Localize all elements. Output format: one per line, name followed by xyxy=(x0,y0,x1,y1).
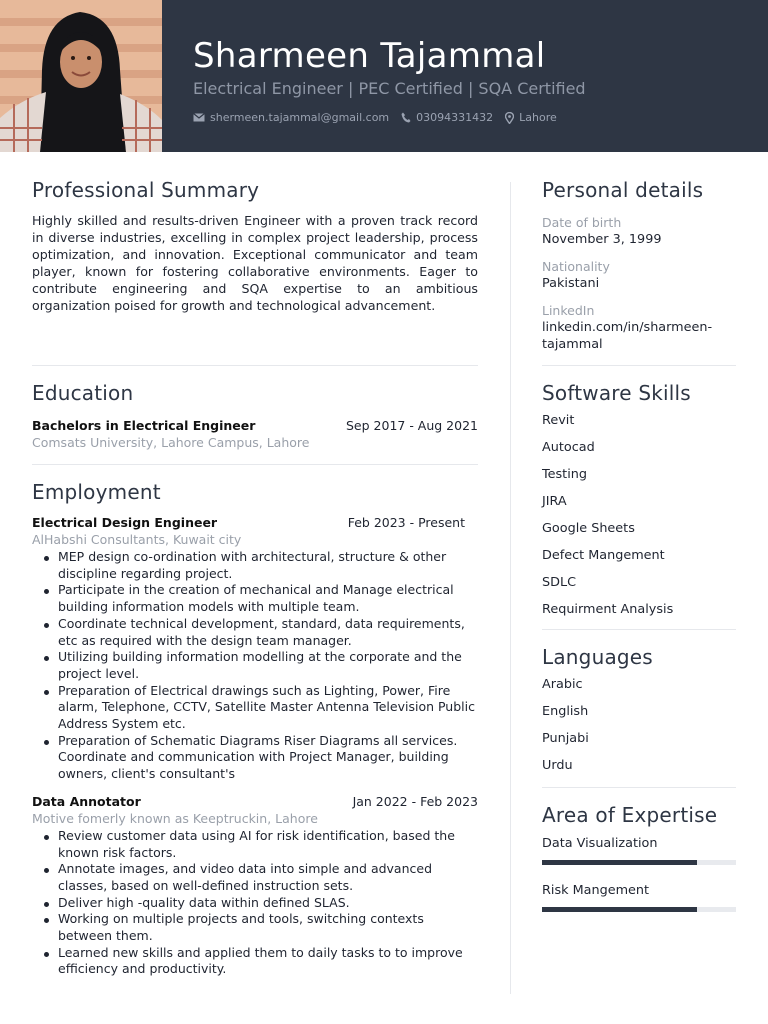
skill-item: Requirment Analysis xyxy=(542,602,674,617)
education-dates: Sep 2017 - Aug 2021 xyxy=(346,418,478,433)
location-pin-icon xyxy=(505,112,514,124)
language-item: English xyxy=(542,704,589,719)
professional-summary-section xyxy=(32,178,478,314)
expertise-section xyxy=(542,803,736,912)
skill-item: Testing xyxy=(542,467,587,482)
skill-item: JIRA xyxy=(542,494,567,509)
sidebar-column xyxy=(542,178,736,912)
location-text: Lahore xyxy=(519,111,557,124)
list-item: Preparation of Electrical drawings such as Lighting, Power, Fire alarm, Telephone, CCTV, Satellite Master Antenna Television Public Address System etc. xyxy=(32,683,478,733)
section-title: Personal details xyxy=(542,178,704,202)
expertise-item xyxy=(542,883,736,912)
personal-details-section xyxy=(542,178,736,353)
envelope-icon xyxy=(193,113,205,122)
list-item: Preparation of Schematic Diagrams Riser Diagrams all services. Coordinate and communication with Project Manager, building owners, client's consultant's xyxy=(32,733,478,783)
job-role: Electrical Design Engineer xyxy=(32,515,218,530)
expertise-level-bar xyxy=(542,907,736,912)
field-label: Date of birth xyxy=(542,215,622,230)
section-divider xyxy=(32,464,478,465)
profile-photo xyxy=(0,0,162,152)
list-item: Working on multiple projects and tools, switching contexts between them. xyxy=(32,911,478,944)
main-column xyxy=(32,178,478,978)
field-label: Nationality xyxy=(542,259,610,274)
expertise-item xyxy=(542,836,736,865)
job-dates: Feb 2023 - Present xyxy=(347,515,465,530)
section-divider xyxy=(32,365,478,366)
job-responsibilities xyxy=(32,549,478,783)
phone-icon xyxy=(401,112,411,123)
skill-item: Autocad xyxy=(542,440,595,455)
dob-field xyxy=(542,215,736,248)
phone-text: 03094331432 xyxy=(416,111,494,124)
expertise-label: Data Visualization xyxy=(542,836,658,851)
section-divider xyxy=(542,365,736,366)
email-contact[interactable] xyxy=(193,111,389,124)
section-divider xyxy=(542,787,736,788)
expertise-label: Risk Mangement xyxy=(542,883,650,898)
education-entry xyxy=(32,418,478,450)
list-item: Annotate images, and video data into simple and advanced classes, based on well-defined instruction sets. xyxy=(32,861,478,894)
contact-info xyxy=(193,111,569,124)
employment-section xyxy=(32,480,478,978)
language-item: Urdu xyxy=(542,758,573,773)
section-title: Employment xyxy=(32,480,161,504)
skill-item: Revit xyxy=(542,413,575,428)
language-item: Arabic xyxy=(542,677,583,692)
degree-name: Bachelors in Electrical Engineer xyxy=(32,418,256,433)
nationality-field xyxy=(542,259,736,292)
linkedin-field xyxy=(542,303,736,353)
list-item: Utilizing building information modelling at the corporate and the project level. xyxy=(32,649,478,682)
location-contact xyxy=(505,111,557,124)
job-responsibilities xyxy=(32,828,478,978)
field-label: LinkedIn xyxy=(542,303,595,318)
column-divider xyxy=(510,182,511,994)
languages-section xyxy=(542,645,736,773)
languages-list xyxy=(542,677,736,773)
job-entry xyxy=(32,794,478,978)
job-dates: Jan 2022 - Feb 2023 xyxy=(352,793,478,809)
education-section xyxy=(32,381,478,450)
language-item: Punjabi xyxy=(542,731,589,746)
list-item: MEP design co-ordination with architectural, structure & other discipline regarding project. xyxy=(32,549,478,582)
resume-header xyxy=(0,0,768,152)
software-skills-section xyxy=(542,381,736,617)
expertise-level-fill xyxy=(542,860,697,865)
skill-item: Google Sheets xyxy=(542,521,635,536)
section-title: Area of Expertise xyxy=(542,803,718,827)
field-value: November 3, 1999 xyxy=(542,232,662,247)
skill-item: Defect Mangement xyxy=(542,548,665,563)
section-divider xyxy=(542,629,736,630)
skill-item: SDLC xyxy=(542,575,577,590)
school-name: Comsats University, Lahore Campus, Lahore xyxy=(32,435,310,450)
profile-photo-illustration xyxy=(0,0,162,152)
job-role: Data Annotator xyxy=(32,793,141,809)
field-value: Pakistani xyxy=(542,276,600,291)
list-item: Coordinate technical development, standard, data requirements, etc as required with the design team manager. xyxy=(32,616,478,649)
linkedin-link[interactable]: linkedin.com/in/sharmeen-tajammal xyxy=(542,320,713,352)
job-company: AlHabshi Consultants, Kuwait city xyxy=(32,532,242,547)
summary-text: Highly skilled and results-driven Engineer with a proven track record in diverse industries, excelling in complex project leadership, process optimization, and innovation. Exceptional communicator and team player, known for fostering collaborative environments. Eager to contribute engineering and SQA expertise to an ambitious organization poised for growth and technological advancement. xyxy=(32,213,478,313)
list-item: Learned new skills and applied them to daily tasks to to improve efficiency and productivity. xyxy=(32,945,478,978)
section-title: Languages xyxy=(542,645,653,669)
list-item: Deliver high -quality data within defined SLAS. xyxy=(32,895,478,912)
section-title: Software Skills xyxy=(542,381,691,405)
candidate-headline: Electrical Engineer | PEC Certified | SQA Certified xyxy=(193,79,586,98)
skills-list xyxy=(542,413,736,617)
job-entry xyxy=(32,515,478,783)
list-item: Participate in the creation of mechanical and Manage electrical building information models with multiple team. xyxy=(32,582,478,615)
phone-contact[interactable] xyxy=(401,111,493,124)
expertise-level-bar xyxy=(542,860,736,865)
list-item: Review customer data using AI for risk identification, based the known risk factors. xyxy=(32,828,478,861)
expertise-level-fill xyxy=(542,907,697,912)
candidate-name: Sharmeen Tajammal xyxy=(193,36,546,76)
job-company: Motive fomerly known as Keeptruckin, Lahore xyxy=(32,810,318,826)
section-title: Education xyxy=(32,381,134,405)
email-text: shermeen.tajammal@gmail.com xyxy=(210,111,390,124)
section-title: Professional Summary xyxy=(32,178,260,202)
